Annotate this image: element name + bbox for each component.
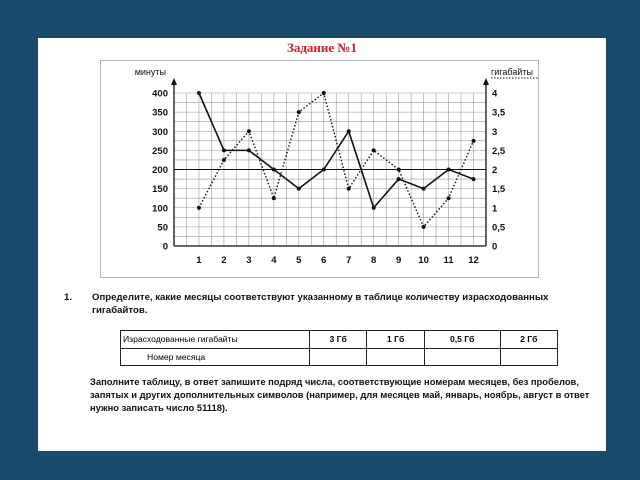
data-point (247, 129, 251, 133)
answer-cell[interactable] (424, 348, 500, 366)
left-axis-arrow-icon (171, 78, 177, 85)
y-right-tick-label: 3 (492, 126, 498, 138)
data-point (222, 158, 226, 162)
chart-axes (171, 78, 489, 246)
table-row (121, 348, 558, 366)
data-point (472, 139, 476, 143)
data-point (447, 168, 451, 172)
x-tick-label: 11 (443, 255, 454, 266)
data-point (397, 177, 401, 181)
y-left-tick-label: 400 (152, 88, 168, 100)
right-axis-arrow-icon (483, 78, 489, 85)
data-point (322, 168, 326, 172)
left-axis-title: минуты (134, 67, 166, 77)
chart-panel (100, 60, 539, 278)
y-right-tick-label: 0,5 (492, 222, 506, 234)
x-tick-label: 4 (271, 255, 277, 266)
y-right-tick-label: 1 (492, 203, 498, 215)
table-header-cell: 0,5 Гб (424, 331, 500, 349)
table-row-label-gigabytes: Израсходованные гигабайты (121, 331, 310, 349)
data-point (272, 196, 276, 200)
data-point (372, 148, 376, 152)
data-point (322, 91, 326, 95)
x-tick-label: 9 (395, 255, 402, 266)
answer-table (120, 330, 558, 366)
data-point (397, 168, 401, 172)
table-header-cell: 3 Гб (310, 331, 367, 349)
answer-cell[interactable] (310, 348, 367, 366)
data-point (472, 177, 476, 181)
y-right-tick-label: 2 (492, 165, 498, 176)
question-number: 1. (64, 292, 73, 303)
x-tick-label: 8 (371, 255, 377, 266)
y-left-tick-label: 50 (157, 222, 168, 234)
question-text: Определите, какие месяцы соответствуют указанному в таблице количеству израсходованных гигабайтов. (92, 292, 549, 316)
x-tick-label: 10 (418, 255, 429, 266)
data-point (197, 91, 201, 95)
x-tick-label: 6 (321, 255, 327, 266)
data-point (347, 129, 351, 133)
instructions-text: Заполните таблицу, в ответ запишите подряд числа, соответствующие номерам месяцев, без пробелов, запятых и других дополнительных символов (например, для месяцев май, январь, ноябрь, август в ответ нужно записать число 51118). (90, 376, 590, 413)
table-row-label-month: Номер месяца (121, 348, 310, 366)
y-right-tick-label: 2,5 (492, 145, 506, 157)
y-left-tick-label: 100 (152, 203, 168, 215)
y-right-tick-label: 1,5 (492, 184, 506, 196)
data-point (422, 225, 426, 229)
x-tick-label: 5 (296, 255, 302, 266)
y-right-tick-label: 0 (492, 241, 498, 253)
slide (38, 38, 606, 451)
table-header-cell: 2 Гб (500, 331, 557, 349)
y-left-tick-label: 350 (152, 107, 168, 119)
right-axis-title: гигабайты (491, 67, 533, 77)
data-point (447, 196, 451, 200)
x-tick-label: 12 (468, 255, 479, 266)
x-tick-label: 2 (221, 255, 227, 266)
y-left-tick-label: 150 (152, 184, 168, 196)
x-tick-label: 3 (246, 255, 252, 266)
table-header-cell: 1 Гб (367, 331, 424, 349)
data-point (197, 206, 201, 210)
data-point (247, 148, 251, 152)
answer-cell[interactable] (367, 348, 424, 366)
data-point (347, 187, 351, 191)
data-point (297, 110, 301, 114)
y-left-tick-label: 200 (152, 165, 168, 176)
task-title: Задание №1 (286, 40, 357, 55)
y-left-tick-label: 0 (162, 241, 168, 253)
table-row (121, 331, 558, 349)
y-left-tick-label: 250 (152, 145, 168, 157)
data-point (222, 148, 226, 152)
data-point (297, 187, 301, 191)
data-point (272, 168, 276, 172)
line-chart (101, 61, 538, 277)
data-point (372, 206, 376, 210)
x-tick-label: 1 (196, 255, 202, 266)
y-right-tick-label: 3,5 (492, 107, 506, 119)
x-tick-label: 7 (346, 255, 352, 266)
y-right-tick-label: 4 (492, 88, 498, 100)
data-point (422, 187, 426, 191)
y-left-tick-label: 300 (152, 126, 168, 138)
answer-cell[interactable] (500, 348, 557, 366)
